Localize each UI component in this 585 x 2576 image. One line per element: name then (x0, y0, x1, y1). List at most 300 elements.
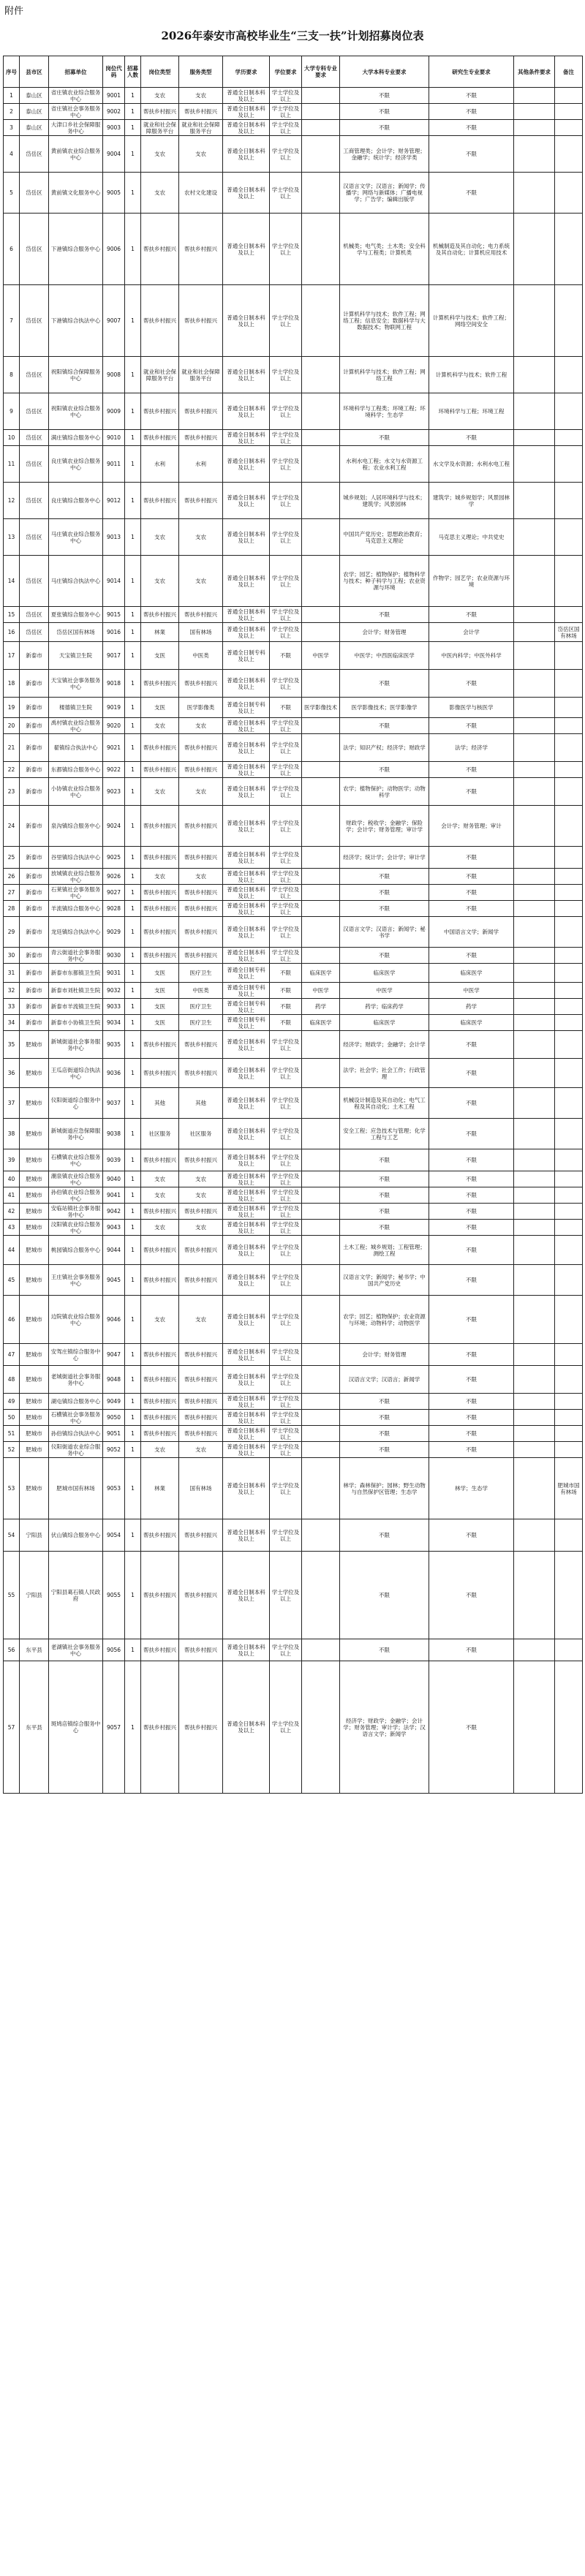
education-cell: 普通全日制专科及以上 (223, 999, 270, 1015)
education-cell: 普通全日制本科及以上 (223, 1552, 270, 1639)
post-type-cell: 林業 (141, 1458, 179, 1519)
college-major-cell (302, 1366, 340, 1394)
education-cell: 普通全日制本科及以上 (223, 430, 270, 446)
degree-cell: 学士学位及以上 (270, 104, 302, 120)
other-cell (514, 964, 555, 983)
graduate-major-cell: 不限 (429, 1171, 514, 1187)
service-type-cell: 帮扶乡村振兴 (179, 734, 223, 762)
service-type-cell: 医疗卫生 (179, 1015, 223, 1031)
education-cell: 普通全日制本科及以上 (223, 1088, 270, 1119)
index-cell: 44 (4, 1236, 20, 1265)
code-cell: 9056 (103, 1639, 125, 1661)
unit-cell: 石莱镇社会事务服务中心 (49, 885, 103, 901)
remark-cell (555, 357, 583, 393)
other-cell (514, 948, 555, 964)
count-cell: 1 (125, 1265, 141, 1296)
post-type-cell: 支农 (141, 136, 179, 173)
count-cell: 1 (125, 1639, 141, 1661)
remark-cell (555, 1119, 583, 1149)
other-cell (514, 778, 555, 806)
degree-cell: 学士学位及以上 (270, 623, 302, 642)
service-type-cell: 帮扶乡村振兴 (179, 1059, 223, 1088)
bachelor-major-cell: 财政学；税收学；金融学；保险学；会计学；财务管理；审计学 (340, 806, 429, 847)
county-cell: 岱岳区 (20, 446, 49, 483)
college-major-cell (302, 556, 340, 607)
bachelor-major-cell: 机械类；电气类；土木类；安全科学与工程类；计算机类 (340, 214, 429, 285)
college-major-cell (302, 1296, 340, 1344)
index-cell: 41 (4, 1187, 20, 1204)
service-type-cell: 支农 (179, 778, 223, 806)
table-row (4, 556, 583, 607)
unit-cell: 天宝镇卫生院 (49, 642, 103, 670)
bachelor-major-cell: 不限 (340, 607, 429, 623)
unit-cell: 省庄镇农业综合服务中心 (49, 88, 103, 104)
education-cell: 普通全日制本科及以上 (223, 1458, 270, 1519)
code-cell: 9036 (103, 1059, 125, 1088)
county-cell: 新泰市 (20, 698, 49, 718)
unit-cell: 天宝镇社会事务服务中心 (49, 670, 103, 698)
count-cell: 1 (125, 1031, 141, 1059)
bachelor-major-cell: 农学；植物保护；动物医学；动物科学 (340, 778, 429, 806)
post-type-cell: 支农 (141, 1442, 179, 1458)
bachelor-major-cell: 汉语言文学；汉语言；新闻学；秘书学 (340, 917, 429, 948)
unit-cell: 王庄镇社会事务服务中心 (49, 1265, 103, 1296)
graduate-major-cell: 不限 (429, 1059, 514, 1088)
degree-cell: 不限 (270, 642, 302, 670)
college-major-cell (302, 762, 340, 778)
index-cell: 57 (4, 1661, 20, 1794)
education-cell: 普通全日制本科及以上 (223, 1661, 270, 1794)
post-type-cell: 支农 (141, 1296, 179, 1344)
index-cell: 30 (4, 948, 20, 964)
other-cell (514, 1171, 555, 1187)
county-cell: 宁阳县 (20, 1552, 49, 1639)
bachelor-major-cell: 不限 (340, 120, 429, 136)
unit-cell: 良庄镇农业综合服务中心 (49, 446, 103, 483)
degree-cell: 学士学位及以上 (270, 1519, 302, 1552)
count-cell: 1 (125, 357, 141, 393)
table-header-row (4, 56, 583, 88)
count-cell: 1 (125, 120, 141, 136)
index-cell: 2 (4, 104, 20, 120)
college-major-cell (302, 285, 340, 357)
education-cell: 普通全日制本科及以上 (223, 1344, 270, 1366)
degree-cell: 不限 (270, 964, 302, 983)
graduate-major-cell: 不限 (429, 1031, 514, 1059)
remark-cell (555, 948, 583, 964)
education-cell: 普通全日制本科及以上 (223, 1519, 270, 1552)
degree-cell: 学士学位及以上 (270, 1265, 302, 1296)
index-cell: 1 (4, 88, 20, 104)
graduate-major-cell: 不限 (429, 104, 514, 120)
post-type-cell: 支农 (141, 869, 179, 885)
remark-cell (555, 1661, 583, 1794)
code-cell: 9009 (103, 393, 125, 430)
remark-cell (555, 698, 583, 718)
index-cell: 13 (4, 519, 20, 556)
remark-cell (555, 607, 583, 623)
bachelor-major-cell: 不限 (340, 869, 429, 885)
other-cell (514, 1552, 555, 1639)
graduate-major-cell: 建筑学；城乡规划学；风景园林学 (429, 483, 514, 519)
count-cell: 1 (125, 1059, 141, 1088)
degree-cell: 学士学位及以上 (270, 1059, 302, 1088)
other-cell (514, 483, 555, 519)
count-cell: 1 (125, 430, 141, 446)
degree-cell: 学士学位及以上 (270, 917, 302, 948)
remark-cell (555, 556, 583, 607)
college-major-cell: 中医学 (302, 983, 340, 999)
education-cell: 普通全日制本科及以上 (223, 556, 270, 607)
unit-cell: 宁阳县葛石镇人民政府 (49, 1552, 103, 1639)
unit-cell: 岱岳区国有林场 (49, 623, 103, 642)
graduate-major-cell: 不限 (429, 1187, 514, 1204)
other-cell (514, 623, 555, 642)
other-cell (514, 698, 555, 718)
college-major-cell (302, 1458, 340, 1519)
table-row (4, 1661, 583, 1794)
bachelor-major-cell: 计算机科学与技术；软件工程；网络工程 (340, 357, 429, 393)
index-cell: 22 (4, 762, 20, 778)
index-cell: 7 (4, 285, 20, 357)
county-cell: 肥城市 (20, 1204, 49, 1220)
unit-cell: 放城镇农业综合服务中心 (49, 869, 103, 885)
other-cell (514, 1015, 555, 1031)
header-cell: 大学专科专业要求 (302, 56, 340, 88)
graduate-major-cell: 不限 (429, 869, 514, 885)
education-cell: 普通全日制本科及以上 (223, 357, 270, 393)
remark-cell (555, 718, 583, 734)
degree-cell: 学士学位及以上 (270, 1426, 302, 1442)
college-major-cell (302, 1639, 340, 1661)
college-major-cell (302, 1236, 340, 1265)
bachelor-major-cell: 中国共产党历史；思想政治教育；马克思主义理论 (340, 519, 429, 556)
code-cell: 9033 (103, 999, 125, 1015)
index-cell: 14 (4, 556, 20, 607)
degree-cell: 学士学位及以上 (270, 1296, 302, 1344)
table-body (4, 88, 583, 1794)
bachelor-major-cell: 不限 (340, 1149, 429, 1171)
service-type-cell: 帮扶乡村振兴 (179, 1661, 223, 1794)
remark-cell (555, 393, 583, 430)
college-major-cell (302, 1220, 340, 1236)
bachelor-major-cell: 不限 (340, 901, 429, 917)
remark-cell (555, 1265, 583, 1296)
degree-cell: 学士学位及以上 (270, 393, 302, 430)
county-cell: 新泰市 (20, 642, 49, 670)
college-major-cell: 临床医学 (302, 964, 340, 983)
county-cell: 新泰市 (20, 1015, 49, 1031)
count-cell: 1 (125, 1442, 141, 1458)
other-cell (514, 718, 555, 734)
table-row (4, 1410, 583, 1426)
code-cell: 9057 (103, 1661, 125, 1794)
unit-cell: 夏张镇综合服务中心 (49, 607, 103, 623)
graduate-major-cell: 影像医学与核医学 (429, 698, 514, 718)
service-type-cell: 支农 (179, 718, 223, 734)
graduate-major-cell: 临床医学 (429, 1015, 514, 1031)
college-major-cell (302, 1171, 340, 1187)
degree-cell: 学士学位及以上 (270, 136, 302, 173)
count-cell: 1 (125, 734, 141, 762)
other-cell (514, 1661, 555, 1794)
degree-cell: 学士学位及以上 (270, 1088, 302, 1119)
graduate-major-cell: 不限 (429, 1088, 514, 1119)
table-row (4, 285, 583, 357)
table-row (4, 734, 583, 762)
post-type-cell: 帮扶乡村振兴 (141, 734, 179, 762)
header-cell: 备注 (555, 56, 583, 88)
remark-cell (555, 778, 583, 806)
remark-cell (555, 1426, 583, 1442)
degree-cell: 学士学位及以上 (270, 762, 302, 778)
education-cell: 普通全日制本科及以上 (223, 446, 270, 483)
post-type-cell: 帮扶乡村振兴 (141, 1426, 179, 1442)
post-type-cell: 帮扶乡村振兴 (141, 1265, 179, 1296)
graduate-major-cell: 不限 (429, 1410, 514, 1426)
code-cell: 9048 (103, 1366, 125, 1394)
count-cell: 1 (125, 1220, 141, 1236)
post-type-cell: 帮扶乡村振兴 (141, 1519, 179, 1552)
bachelor-major-cell: 不限 (340, 1639, 429, 1661)
graduate-major-cell: 不限 (429, 1366, 514, 1394)
college-major-cell (302, 214, 340, 285)
unit-cell: 龙廷镇综合执法中心 (49, 917, 103, 948)
bachelor-major-cell: 计算机科学与技术；软件工程；网络工程；信息安全；数据科学与大数据技术；物联网工程 (340, 285, 429, 357)
count-cell: 1 (125, 1344, 141, 1366)
code-cell: 9010 (103, 430, 125, 446)
table-row (4, 778, 583, 806)
index-cell: 51 (4, 1426, 20, 1442)
education-cell: 普通全日制本科及以上 (223, 901, 270, 917)
index-cell: 52 (4, 1442, 20, 1458)
degree-cell: 学士学位及以上 (270, 1410, 302, 1426)
county-cell: 肥城市 (20, 1088, 49, 1119)
count-cell: 1 (125, 104, 141, 120)
service-type-cell: 帮扶乡村振兴 (179, 393, 223, 430)
unit-cell: 黄前镇文化服务中心 (49, 173, 103, 214)
unit-cell: 老城街道社会事务服务中心 (49, 1366, 103, 1394)
table-row (4, 1442, 583, 1458)
other-cell (514, 999, 555, 1015)
graduate-major-cell: 不限 (429, 1265, 514, 1296)
graduate-major-cell: 不限 (429, 718, 514, 734)
graduate-major-cell: 不限 (429, 173, 514, 214)
table-row (4, 1639, 583, 1661)
index-cell: 32 (4, 983, 20, 999)
degree-cell: 学士学位及以上 (270, 285, 302, 357)
post-type-cell: 帮扶乡村振兴 (141, 1639, 179, 1661)
remark-cell (555, 1171, 583, 1187)
degree-cell: 学士学位及以上 (270, 1149, 302, 1171)
remark-cell (555, 1015, 583, 1031)
code-cell: 9049 (103, 1394, 125, 1410)
county-cell: 新泰市 (20, 885, 49, 901)
unit-cell: 孙伯镇农业综合服务中心 (49, 1187, 103, 1204)
other-cell (514, 1639, 555, 1661)
post-type-cell: 林業 (141, 623, 179, 642)
code-cell: 9042 (103, 1204, 125, 1220)
count-cell: 1 (125, 762, 141, 778)
degree-cell: 学士学位及以上 (270, 1458, 302, 1519)
degree-cell: 学士学位及以上 (270, 1220, 302, 1236)
county-cell: 泰山区 (20, 88, 49, 104)
education-cell: 普通全日制专科及以上 (223, 698, 270, 718)
bachelor-major-cell: 不限 (340, 1220, 429, 1236)
other-cell (514, 393, 555, 430)
service-type-cell: 帮扶乡村振兴 (179, 1410, 223, 1426)
graduate-major-cell: 不限 (429, 901, 514, 917)
bachelor-major-cell: 汉语言文学；新闻学；秘书学；中国共产党历史 (340, 1265, 429, 1296)
county-cell: 岱岳区 (20, 623, 49, 642)
index-cell: 24 (4, 806, 20, 847)
graduate-major-cell: 不限 (429, 1442, 514, 1458)
other-cell (514, 1366, 555, 1394)
unit-cell: 石横镇农业综合服务中心 (49, 1149, 103, 1171)
unit-cell: 黄前镇农业综合服务中心 (49, 136, 103, 173)
table-row (4, 1204, 583, 1220)
header-cell: 学位要求 (270, 56, 302, 88)
county-cell: 肥城市 (20, 1366, 49, 1394)
education-cell: 普通全日制专科及以上 (223, 642, 270, 670)
remark-cell (555, 670, 583, 698)
service-type-cell: 医疗卫生 (179, 964, 223, 983)
service-type-cell: 帮扶乡村振兴 (179, 430, 223, 446)
other-cell (514, 917, 555, 948)
remark-cell (555, 120, 583, 136)
count-cell: 1 (125, 1426, 141, 1442)
remark-cell (555, 1366, 583, 1394)
county-cell: 岱岳区 (20, 483, 49, 519)
college-major-cell (302, 623, 340, 642)
table-row (4, 1519, 583, 1552)
service-type-cell: 帮扶乡村振兴 (179, 104, 223, 120)
table-row (4, 1088, 583, 1119)
county-cell: 肥城市 (20, 1265, 49, 1296)
county-cell: 肥城市 (20, 1119, 49, 1149)
other-cell (514, 357, 555, 393)
remark-cell (555, 1031, 583, 1059)
bachelor-major-cell: 环境科学与工程类；环境工程；环境科学；生态学 (340, 393, 429, 430)
degree-cell: 学士学位及以上 (270, 1187, 302, 1204)
bachelor-major-cell: 不限 (340, 762, 429, 778)
bachelor-major-cell: 汉语言文学；汉语言；新闻学；传播学；网络与新媒体；广播电视学；广告学；编辑出版学 (340, 173, 429, 214)
bachelor-major-cell: 经济学；财政学；金融学；会计学 (340, 1031, 429, 1059)
index-cell: 56 (4, 1639, 20, 1661)
service-type-cell: 水利 (179, 446, 223, 483)
code-cell: 9054 (103, 1519, 125, 1552)
college-major-cell (302, 483, 340, 519)
county-cell: 肥城市 (20, 1220, 49, 1236)
table-row (4, 483, 583, 519)
table-row (4, 901, 583, 917)
education-cell: 普通全日制本科及以上 (223, 285, 270, 357)
education-cell: 普通全日制本科及以上 (223, 1426, 270, 1442)
unit-cell: 大津口乡社会保障服务中心 (49, 120, 103, 136)
graduate-major-cell: 马克思主义理论；中共党史 (429, 519, 514, 556)
education-cell: 普通全日制本科及以上 (223, 1296, 270, 1344)
graduate-major-cell: 不限 (429, 948, 514, 964)
other-cell (514, 1204, 555, 1220)
college-major-cell (302, 1059, 340, 1088)
service-type-cell: 国有林场 (179, 623, 223, 642)
county-cell: 肥城市 (20, 1426, 49, 1442)
index-cell: 34 (4, 1015, 20, 1031)
other-cell (514, 519, 555, 556)
county-cell: 新泰市 (20, 901, 49, 917)
college-major-cell (302, 1410, 340, 1426)
service-type-cell: 帮扶乡村振兴 (179, 607, 223, 623)
degree-cell: 学士学位及以上 (270, 670, 302, 698)
count-cell: 1 (125, 623, 141, 642)
remark-cell (555, 1552, 583, 1639)
other-cell (514, 430, 555, 446)
degree-cell: 学士学位及以上 (270, 1171, 302, 1187)
table-row (4, 964, 583, 983)
post-type-cell: 就业和社会保障服务平台 (141, 357, 179, 393)
post-type-cell: 帮扶乡村振兴 (141, 1344, 179, 1366)
service-type-cell: 中医类 (179, 983, 223, 999)
unit-cell: 羊流镇综合服务中心 (49, 901, 103, 917)
count-cell: 1 (125, 136, 141, 173)
graduate-major-cell: 不限 (429, 670, 514, 698)
county-cell: 新泰市 (20, 806, 49, 847)
degree-cell: 学士学位及以上 (270, 1236, 302, 1265)
remark-cell (555, 214, 583, 285)
count-cell: 1 (125, 1366, 141, 1394)
unit-cell: 老湖镇社会事务服务中心 (49, 1639, 103, 1661)
table-row (4, 446, 583, 483)
college-major-cell (302, 1661, 340, 1794)
count-cell: 1 (125, 1088, 141, 1119)
other-cell (514, 983, 555, 999)
table-row (4, 1171, 583, 1187)
county-cell: 新泰市 (20, 734, 49, 762)
count-cell: 1 (125, 917, 141, 948)
degree-cell: 学士学位及以上 (270, 1639, 302, 1661)
code-cell: 9045 (103, 1265, 125, 1296)
county-cell: 肥城市 (20, 1236, 49, 1265)
bachelor-major-cell: 不限 (340, 1204, 429, 1220)
other-cell (514, 88, 555, 104)
code-cell: 9003 (103, 120, 125, 136)
service-type-cell: 支农 (179, 519, 223, 556)
bachelor-major-cell: 临床医学 (340, 1015, 429, 1031)
education-cell: 普通全日制本科及以上 (223, 519, 270, 556)
education-cell: 普通全日制本科及以上 (223, 762, 270, 778)
code-cell: 9015 (103, 607, 125, 623)
table-row (4, 762, 583, 778)
remark-cell (555, 901, 583, 917)
service-type-cell: 支农 (179, 556, 223, 607)
recruitment-table (3, 56, 583, 1794)
code-cell: 9050 (103, 1410, 125, 1426)
education-cell: 普通全日制本科及以上 (223, 1366, 270, 1394)
bachelor-major-cell: 安全工程；应急技术与管理；化学工程与工艺 (340, 1119, 429, 1149)
education-cell: 普通全日制本科及以上 (223, 670, 270, 698)
education-cell: 普通全日制本科及以上 (223, 778, 270, 806)
unit-cell: 边院镇农业综合服务中心 (49, 1296, 103, 1344)
bachelor-major-cell: 医学影像技术；医学影像学 (340, 698, 429, 718)
unit-cell: 马庄镇综合执法中心 (49, 556, 103, 607)
index-cell: 38 (4, 1119, 20, 1149)
unit-cell: 安临站镇社会事务服务中心 (49, 1204, 103, 1220)
county-cell: 新泰市 (20, 983, 49, 999)
bachelor-major-cell: 中医学 (340, 983, 429, 999)
college-major-cell (302, 393, 340, 430)
count-cell: 1 (125, 1149, 141, 1171)
college-major-cell (302, 1187, 340, 1204)
